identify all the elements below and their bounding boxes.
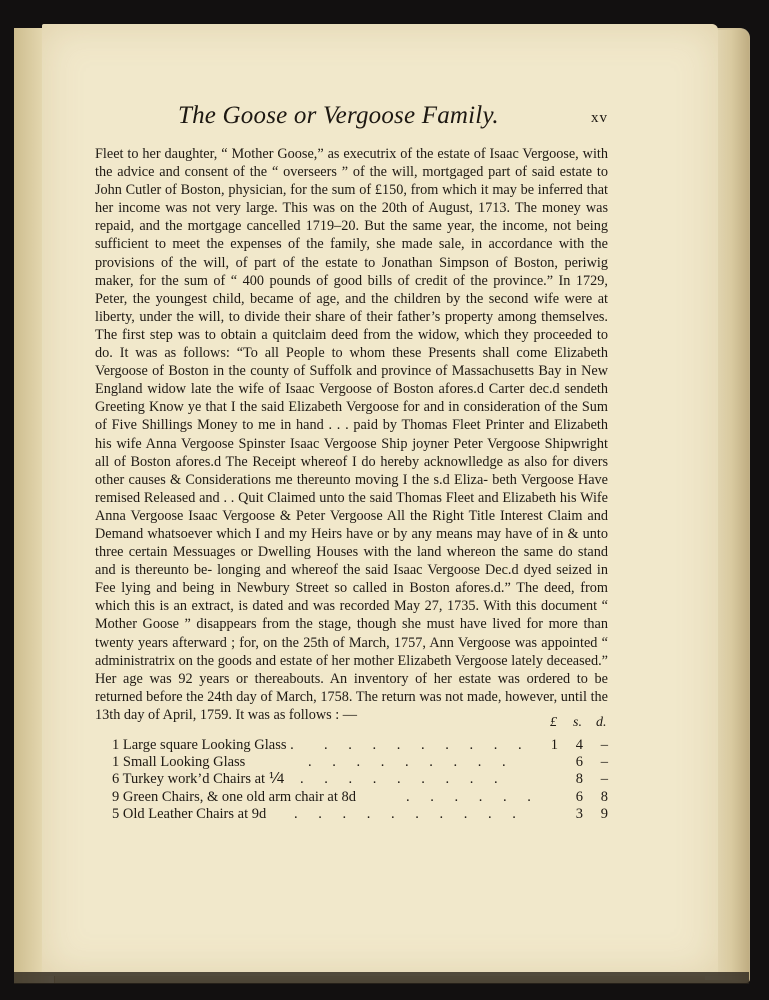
body-paragraph: Fleet to her daughter, “ Mother Goose,” as executrix of the estate of Isaac Vergoose, with the advice and consent of the “ overseers ” of the will, mortgaged part of said estate to John Cutler of Boston, physician, for the sum of £150, from which it may be inferred that her income was not very large. This was on the 20th of August, 1713. The money was repaid, and the mortgage cancelled 1719–20. But the same year, the income, not being sufficient to meet the expenses of the family, she made sale, in accordance with the provisions of the will, of part of the estate to Jonathan Simpson of Boston, periwig maker, for the sum of “ 400 pounds of good bills of credit of the province.” In 1729, Peter, the youngest child, became of age, and the children by the second wife were at liberty, under the will, to divide their share of their father’s property among themselves. The first step was to obtain a quitclaim deed from the widow, which they proceeded to do. It was as follows: “To all People to whom these Presents shall come Elizabeth Vergoose of Boston in the county of Suffolk and province of Massachusetts Bay in New England widow late the wife of Isaac Vergoose of Boston afores.d Carter dec.d sendeth Greeting Know ye that I the said Elizabeth Vergoose for and in consideration of the Sum of Five Shillings Money to me in hand . . . paid by Thomas Fleet Printer and Elizabeth his wife Anna Vergoose Spinster Isaac Vergoose Ship joyner Peter Vergoose Shipwright all of Boston afores.d The Receipt whereof I do hereby acknowlledge as also for divers other causes & Considerations me thereunto moving I the s.d Eliza- beth Vergoose Have remised Released and . . Quit Claimed unto the said Thomas Fleet and Elizabeth his Wife Anna Vergoose Isaac Vergoose & Peter Vergoose All the Right Title Interest Claim and Demand whatsoever which I and my Heirs have or by any means may have of in & unto three certain Messuages or Dwelling Houses with the land whereon the same do stand and is thereunto be- longing and whereof the said Isaac Vergoose Dec.d dyed seized in Fee lying and being in Newbury Street so called in Boston afores.d.” The deed, from which this is an extract, is dated and was recorded May 27, 1735. With this document “ Mother Goose ” disappears from the stage, though she must have lived for more than twenty years afterward ; for, on the 25th of March, 1757, Ann Vergoose was appointed “ administratrix on the goods and estate of her mother Elizabeth Vergoose lately deceased.” Her age was 92 years or thereabouts. An inventory of her estate was ordered to be returned before the 24th day of March, 1758. The return was not made, however, until the 13th day of April, 1759. It was as follows : — bbox=[95, 146, 608, 723]
pounds-header: £ bbox=[550, 715, 557, 730]
item-description: 1 Small Looking Glass bbox=[112, 754, 246, 770]
shillings-value: 6 bbox=[575, 789, 583, 805]
leader-dots: . . . . . . . . . bbox=[308, 754, 515, 770]
leader-dots: . . . . . . . . . . bbox=[294, 806, 525, 822]
item-description: 1 Large square Looking Glass . bbox=[112, 737, 294, 753]
inventory-row bbox=[112, 737, 612, 755]
shillings-value: 8 bbox=[575, 771, 583, 787]
leader-dots: . . . . . . . . . bbox=[300, 771, 507, 787]
leader-dots: . . . . . . bbox=[406, 789, 540, 805]
pence-value: – bbox=[600, 737, 608, 753]
bottom-shadow bbox=[14, 972, 749, 984]
leader-dots: . . . . . . . . . bbox=[324, 737, 531, 753]
item-description: 5 Old Leather Chairs at 9d bbox=[112, 806, 267, 822]
pence-value: – bbox=[600, 754, 608, 770]
shillings-value: 6 bbox=[575, 754, 583, 770]
running-title: The Goose or Vergoose Family. bbox=[178, 102, 499, 129]
inventory-row bbox=[112, 789, 612, 807]
page-number: xv bbox=[591, 110, 608, 126]
shillings-value: 4 bbox=[575, 737, 583, 753]
item-description: 6 Turkey work’d Chairs at ⅟4 bbox=[112, 771, 285, 787]
pounds-value: 1 bbox=[550, 737, 558, 753]
inventory-row bbox=[112, 806, 612, 824]
item-description: 9 Green Chairs, & one old arm chair at 8d bbox=[112, 789, 357, 805]
page-header bbox=[95, 102, 608, 138]
pence-value: 9 bbox=[600, 806, 608, 822]
pence-value: – bbox=[600, 771, 608, 787]
pence-value: 8 bbox=[600, 789, 608, 805]
pence-header: d. bbox=[596, 715, 607, 730]
shillings-header: s. bbox=[573, 715, 582, 730]
inventory-row bbox=[112, 754, 612, 772]
inventory-row bbox=[112, 771, 612, 789]
shillings-value: 3 bbox=[575, 806, 583, 822]
